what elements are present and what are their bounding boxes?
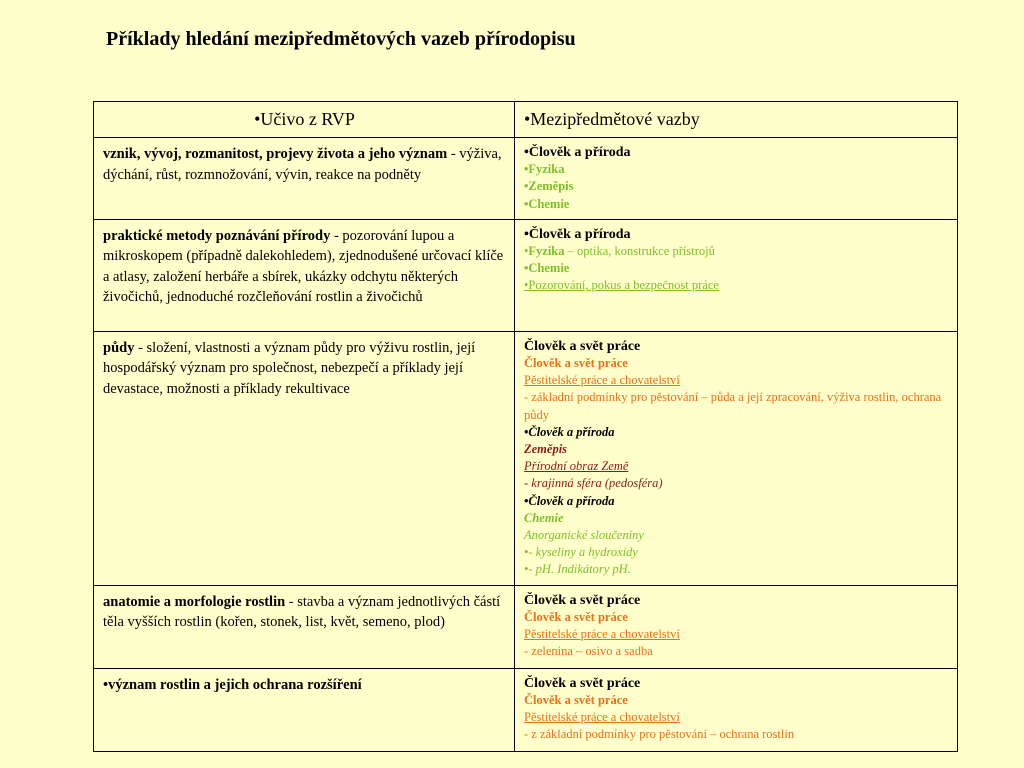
link-item: - z základní podmínky pro pěstování – ochrana rostlin [524,727,795,742]
link-item: Člověk a svět práce [524,338,641,354]
link-item: •Chemie [524,196,570,211]
link-item: •Fyzika [524,162,565,177]
link-item: •Zeměpis [524,179,574,194]
link-item: •Fyzika – optika, konstrukce přístrojů [524,244,715,259]
link-item: Člověk a svět práce [524,592,641,608]
table-header-row [94,102,958,138]
links-cell [515,138,958,220]
link-item: •Člověk a příroda [524,493,615,508]
link-subject: Fyzika [528,244,565,259]
table-row [94,219,958,331]
link-item: Zeměpis [524,442,568,457]
header-curriculum: •Učivo z RVP [94,102,515,138]
links-cell [515,668,958,751]
curriculum-description: - výživa, dýchání, růst, rozmnožování, vývin, reakce na podněty [103,146,502,183]
curriculum-cell [94,668,515,751]
curriculum-cell [94,331,515,585]
link-item: •Člověk a příroda [524,145,631,160]
page-title: Příklady hledání mezipředmětových vazeb přírodopisu [106,28,576,50]
curriculum-topic: praktické metody poznávání přírody [103,227,331,244]
table-body [94,138,958,752]
link-item: Pěstitelské práce a chovatelství [524,627,680,642]
curriculum-topic: anatomie a morfologie rostlin [103,593,286,610]
curriculum-cell [94,219,515,331]
link-item: •Člověk a příroda [524,424,615,439]
link-item: Chemie [524,510,564,525]
link-item: Pěstitelské práce a chovatelství [524,373,680,388]
link-item: Anorganické sloučeniny [524,528,644,543]
curriculum-cell [94,585,515,668]
curriculum-topic: •význam rostlin a jejich ochrana rozšíření [103,676,362,693]
link-item: Přírodní obraz Země [524,459,629,474]
table-row [94,668,958,751]
table-row [94,331,958,585]
link-item: - zelenina – osivo a sadba [524,644,653,659]
curriculum-description: - pozorování lupou a mikroskopem (případně dalekohledem), zjednodušené určovací klíče a atlasy, založení herbáře a sbírek, ukázky odchytu některých živočichů, jednoduché rozčleňování rostlin a živočichů [103,227,504,306]
link-item: •Pozorování, pokus a bezpečnost práce [524,278,719,293]
links-cell [515,219,958,331]
link-item: •- pH. Indikátory pH. [524,562,631,577]
links-cell [515,585,958,668]
curriculum-cell [94,138,515,220]
link-item: •- kyseliny a hydroxidy [524,545,638,560]
curriculum-table [93,101,958,752]
link-item: •Chemie [524,261,570,276]
link-item: Člověk a svět práce [524,692,628,707]
link-item: •Člověk a příroda [524,226,631,242]
table-row [94,138,958,220]
curriculum-topic: vznik, vývoj, rozmanitost, projevy života a jeho význam [103,146,448,162]
link-item: Člověk a svět práce [524,609,628,624]
link-item: - krajinná sféra (pedosféra) [524,476,663,491]
table-row [94,585,958,668]
link-item: Člověk a svět práce [524,675,641,691]
curriculum-topic: půdy [103,339,135,356]
link-item: Člověk a svět práce [524,356,628,371]
header-links: •Mezipředmětové vazby [515,102,958,138]
curriculum-description: - složení, vlastnosti a význam půdy pro výživu rostlin, její hospodářský význam pro společnost, nebezpečí a příklady její devastace, možnosti a příklady rekultivace [103,339,476,397]
link-item: - základní podmínky pro pěstování – půda a její zpracování, výživa rostlin, ochrana půdy [524,390,942,422]
link-item: Pěstitelské práce a chovatelství [524,710,680,725]
links-cell [515,331,958,585]
curriculum-description: - stavba a význam jednotlivých částí těla vyšších rostlin (kořen, stonek, list, květ, semeno, plod) [103,593,501,631]
